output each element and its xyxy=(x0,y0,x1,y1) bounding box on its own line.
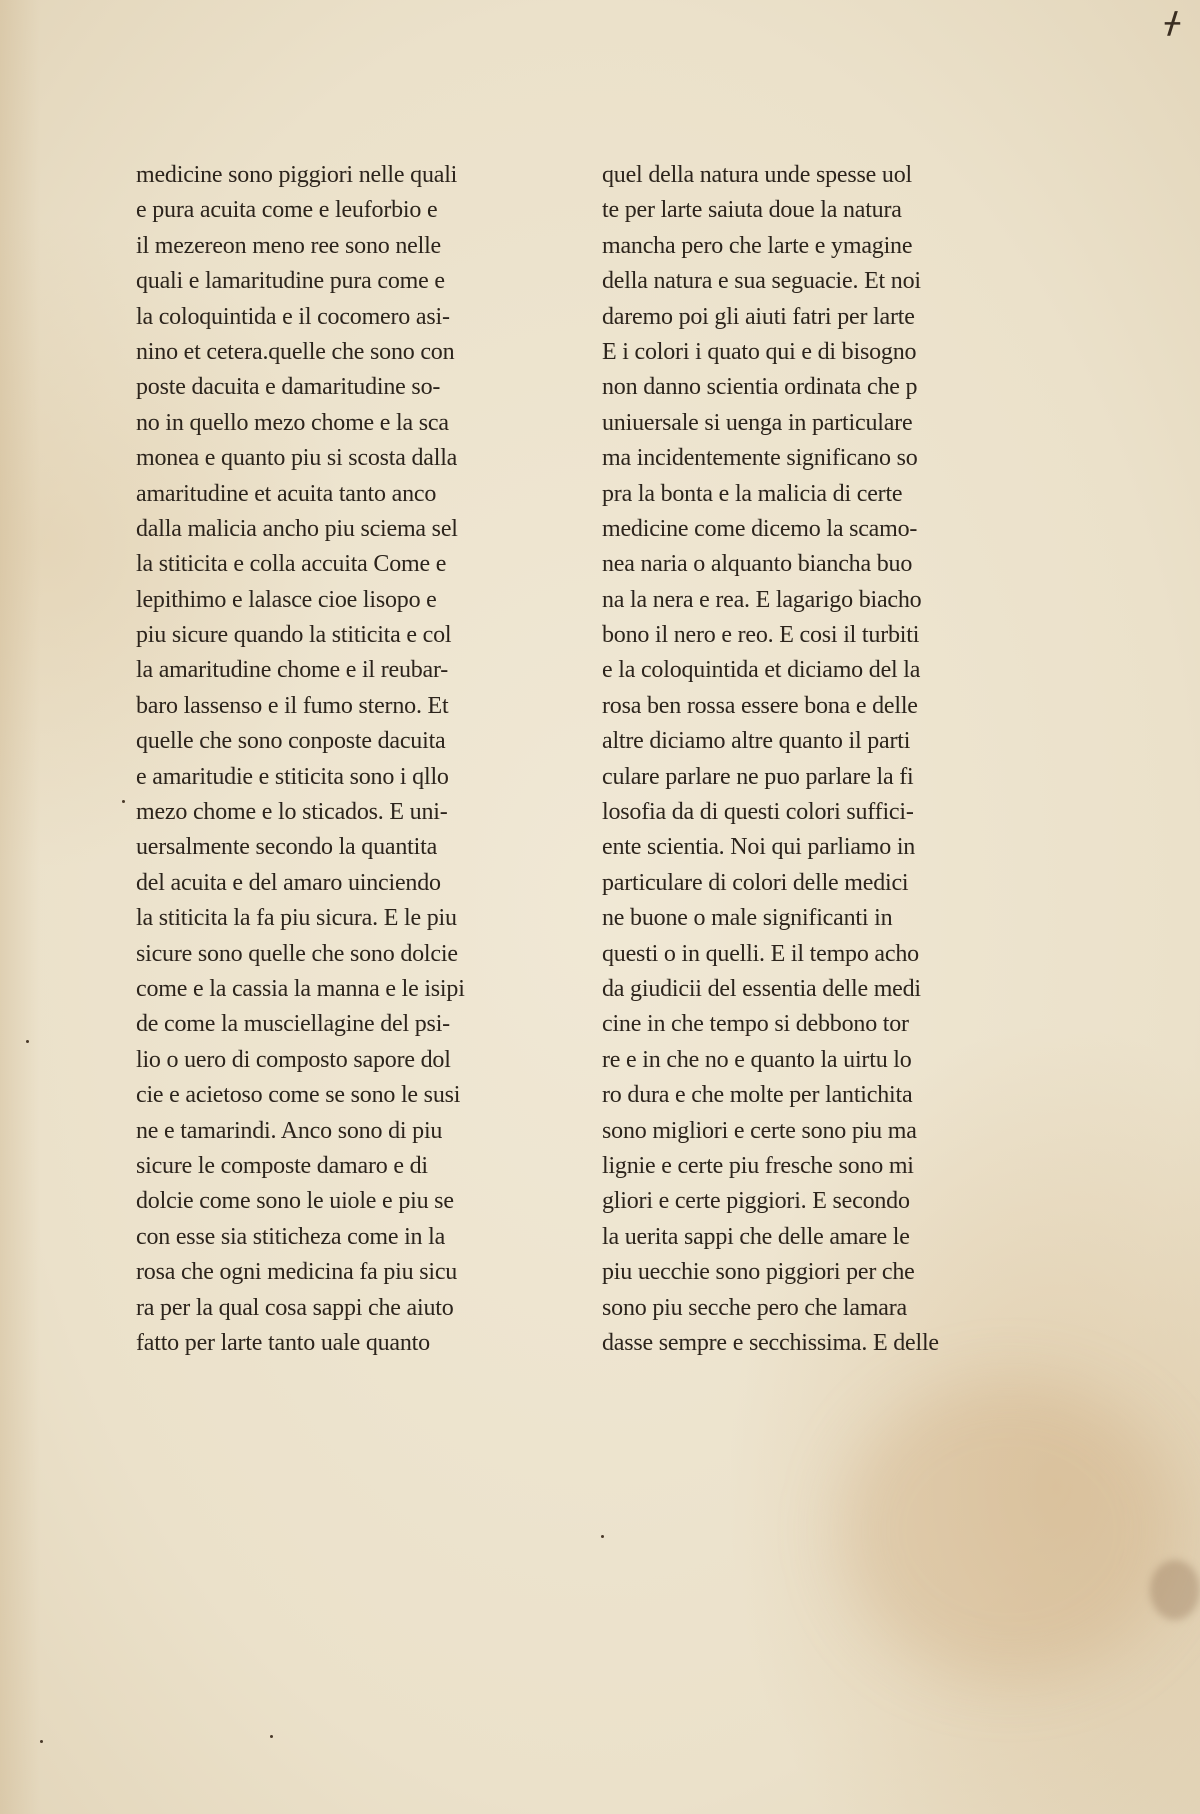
text-line: mezo chome e lo sticados. E uni- xyxy=(136,799,448,826)
ink-speck xyxy=(40,1740,43,1743)
text-line: medicine come dicemo la scamo- xyxy=(602,515,918,542)
foxing-stain xyxy=(840,1380,1180,1680)
ink-speck xyxy=(601,1535,604,1538)
text-line: lio o uero di composto sapore dol xyxy=(136,1046,451,1073)
text-line: particulare di colori delle medici xyxy=(602,869,909,896)
text-line: come e la cassia la manna e le isipi xyxy=(136,975,465,1002)
text-line: monea e quanto piu si scosta dalla xyxy=(136,445,458,472)
text-line: la coloquintida e il cocomero asi- xyxy=(136,303,450,330)
text-line: e amaritudie e stiticita sono i qllo xyxy=(136,763,449,790)
text-line: rosa ben rossa essere bona e delle xyxy=(602,692,918,719)
text-line: uersalmente secondo la quantita xyxy=(136,834,438,861)
text-line: della natura e sua seguacie. Et noi xyxy=(602,268,921,295)
text-line: daremo poi gli aiuti fatri per larte xyxy=(602,303,915,330)
text-line: la amaritudine chome e il reubar- xyxy=(136,657,449,684)
text-line: nino et cetera.quelle che sono con xyxy=(136,338,455,365)
text-line: altre diciamo altre quanto il parti xyxy=(602,728,911,755)
text-line: quelle che sono conposte dacuita xyxy=(136,728,446,755)
text-line: gliori e certe piggiori. E secondo xyxy=(602,1188,910,1215)
ink-blot xyxy=(1150,1560,1200,1620)
text-line: non danno scientia ordinata che p xyxy=(602,374,918,401)
text-line: poste dacuita e damaritudine so- xyxy=(136,374,441,401)
text-line: la uerita sappi che delle amare le xyxy=(602,1223,910,1250)
text-line: e pura acuita come e leuforbio e xyxy=(136,197,438,224)
text-line: te per larte saiuta doue la natura xyxy=(602,197,902,224)
text-line: dolcie come sono le uiole e piu se xyxy=(136,1188,454,1215)
text-line: fatto per larte tanto uale quanto xyxy=(136,1329,430,1356)
text-line: pra la bonta e la malicia di certe xyxy=(602,480,903,507)
text-line: na la nera e rea. E lagarigo biacho xyxy=(602,586,922,613)
text-line: medicine sono piggiori nelle quali xyxy=(136,162,458,188)
text-line: amaritudine et acuita tanto anco xyxy=(136,480,437,507)
text-line: nea naria o alquanto biancha buo xyxy=(602,551,913,578)
text-line: il mezereon meno ree sono nelle xyxy=(136,232,442,259)
ink-speck xyxy=(270,1735,273,1738)
text-line: ne e tamarindi. Anco sono di piu xyxy=(136,1117,443,1144)
text-line: cie e acietoso come se sono le susi xyxy=(136,1082,461,1109)
text-line: sicure le composte damaro e di xyxy=(136,1152,428,1179)
ink-speck xyxy=(122,800,125,803)
text-line: piu sicure quando la stiticita e col xyxy=(136,622,452,649)
text-line: con esse sia stiticheza come in la xyxy=(136,1223,446,1250)
text-line: piu uecchie sono piggiori per che xyxy=(602,1259,915,1286)
text-line: quali e lamaritudine pura come e xyxy=(136,268,445,295)
text-line: la stiticita la fa piu sicura. E le piu xyxy=(136,905,457,932)
text-line: culare parlare ne puo parlare la fi xyxy=(602,763,914,790)
text-line: no in quello mezo chome e la sca xyxy=(136,409,449,436)
text-line: ne buone o male significanti in xyxy=(602,905,893,932)
text-line: e la coloquintida et diciamo del la xyxy=(602,657,921,684)
text-line: dasse sempre e secchissima. E delle xyxy=(602,1329,939,1356)
text-line: mancha pero che larte e ymagine xyxy=(602,232,913,259)
text-line: baro lassenso e il fumo sterno. Et xyxy=(136,692,449,719)
text-line: questi o in quelli. E il tempo acho xyxy=(602,940,919,967)
text-line: re e in che no e quanto la uirtu lo xyxy=(602,1046,912,1073)
text-line: cine in che tempo si debbono tor xyxy=(602,1011,909,1038)
text-line: uniuersale si uenga in particulare xyxy=(602,409,913,436)
text-line: del acuita e del amaro uinciendo xyxy=(136,869,441,896)
text-line: ra per la qual cosa sappi che aiuto xyxy=(136,1294,454,1321)
text-line: rosa che ogni medicina fa piu sicu xyxy=(136,1259,458,1286)
text-line: quel della natura unde spesse uol xyxy=(602,162,912,188)
text-line: ro dura e che molte per lantichita xyxy=(602,1082,913,1109)
text-line: losofia da di questi colori suffici- xyxy=(602,799,914,826)
text-line: sono migliori e certe sono piu ma xyxy=(602,1117,917,1144)
folio-mark: ᚋ xyxy=(1165,5,1180,40)
page-edge-shadow xyxy=(0,0,40,1814)
text-line: ente scientia. Noi qui parliamo in xyxy=(602,834,916,861)
ink-speck xyxy=(26,1040,29,1043)
text-line: bono il nero e reo. E cosi il turbiti xyxy=(602,622,920,649)
text-line: lepithimo e lalasce cioe lisopo e xyxy=(136,586,437,613)
text-line: E i colori i quato qui e di bisogno xyxy=(602,338,917,365)
text-line: sono piu secche pero che lamara xyxy=(602,1294,907,1321)
text-line: la stiticita e colla accuita Come e xyxy=(136,551,447,578)
text-line: de come la musciellagine del psi- xyxy=(136,1011,450,1038)
right-text-column xyxy=(602,158,992,1361)
text-line: dalla malicia ancho piu sciema sel xyxy=(136,515,458,542)
left-text-column xyxy=(136,158,526,1361)
text-line: sicure sono quelle che sono dolcie xyxy=(136,940,458,967)
text-line: lignie e certe piu fresche sono mi xyxy=(602,1152,914,1179)
text-line: ma incidentemente significano so xyxy=(602,445,918,472)
text-line: da giudicii del essentia delle medi xyxy=(602,975,921,1002)
